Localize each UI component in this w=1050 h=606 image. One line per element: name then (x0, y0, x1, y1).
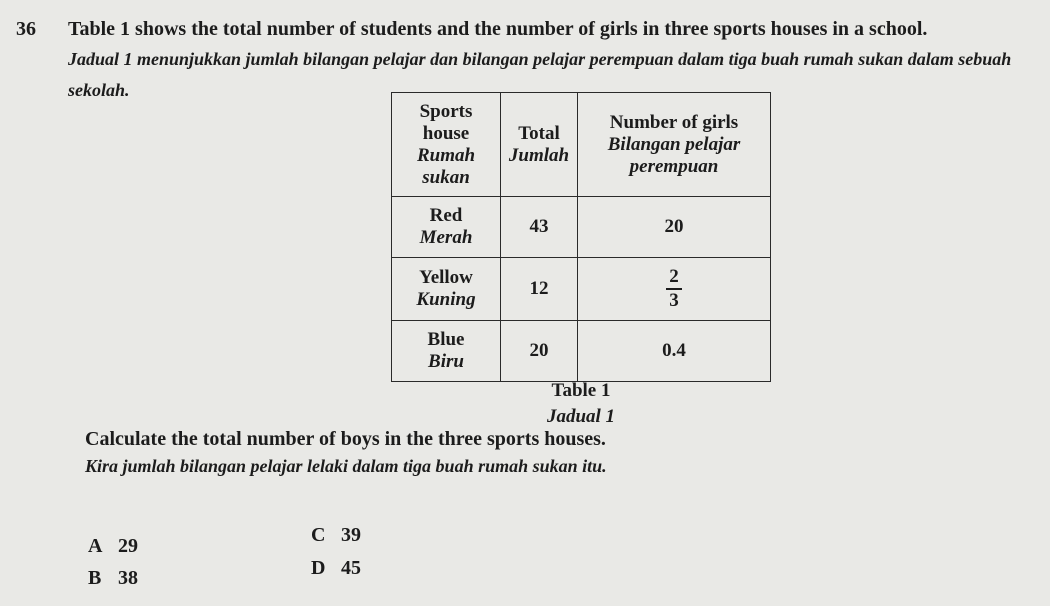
option-c[interactable] (311, 524, 361, 547)
option-letter: A (88, 535, 103, 557)
option-a[interactable] (88, 535, 138, 558)
option-d[interactable] (311, 557, 361, 580)
fraction (666, 266, 682, 312)
house-en: Blue (427, 329, 465, 351)
total-cell: 12 (501, 257, 578, 320)
header-ms: Jumlah (508, 144, 570, 166)
question-prompt-en: Calculate the total number of boys in the three sports houses. (85, 428, 606, 450)
table-caption-ms: Jadual 1 (546, 406, 616, 427)
girls-cell: 20 (578, 197, 771, 258)
option-letter: C (311, 524, 326, 546)
question-prompt-ms: Kira jumlah bilangan pelajar lelaki dalam tiga buah rumah sukan itu. (85, 456, 607, 476)
question-stem-en: Table 1 shows the total number of students and the number of girls in three sports houses in a school. (68, 18, 928, 40)
data-table (391, 92, 771, 382)
option-letter: B (88, 567, 102, 589)
total-cell: 43 (501, 197, 578, 258)
header-en: Sports house (419, 100, 473, 144)
header-number-of-girls (578, 93, 771, 197)
house-cell (392, 197, 501, 258)
header-ms: Bilangan pelajar perempuan (607, 133, 741, 177)
option-letter: D (311, 557, 326, 579)
house-en: Red (429, 204, 463, 226)
header-sports-house (392, 93, 501, 197)
girls-cell (578, 257, 771, 320)
header-ms: Rumah sukan (416, 144, 476, 188)
table-caption-en: Table 1 (551, 380, 611, 401)
girls-cell: 0.4 (578, 321, 771, 382)
house-cell (392, 321, 501, 382)
option-value: 39 (341, 524, 361, 546)
house-ms: Merah (419, 226, 473, 248)
house-ms: Biru (428, 351, 464, 373)
option-value: 38 (118, 567, 138, 589)
total-cell: 20 (501, 321, 578, 382)
option-b[interactable] (88, 567, 138, 590)
table-row (392, 197, 771, 258)
house-cell (392, 257, 501, 320)
header-total (501, 93, 578, 197)
table-row (392, 257, 771, 320)
header-en: Number of girls (609, 111, 739, 133)
house-ms: Kuning (416, 288, 476, 310)
header-en: Total (518, 122, 560, 144)
fraction-numerator: 2 (666, 266, 682, 290)
table-row (392, 321, 771, 382)
question-number: 36 (16, 18, 36, 40)
table-header-row (392, 93, 771, 197)
option-value: 29 (118, 535, 138, 557)
house-en: Yellow (419, 266, 473, 288)
question-stem-ms: Jadual 1 menunjukkan jumlah bilangan pelajar dan bilangan pelajar perempuan dalam tiga buah rumah sukan dalam sebuah sekolah. (68, 49, 1012, 100)
fraction-denominator: 3 (669, 289, 679, 311)
option-value: 45 (341, 557, 361, 579)
